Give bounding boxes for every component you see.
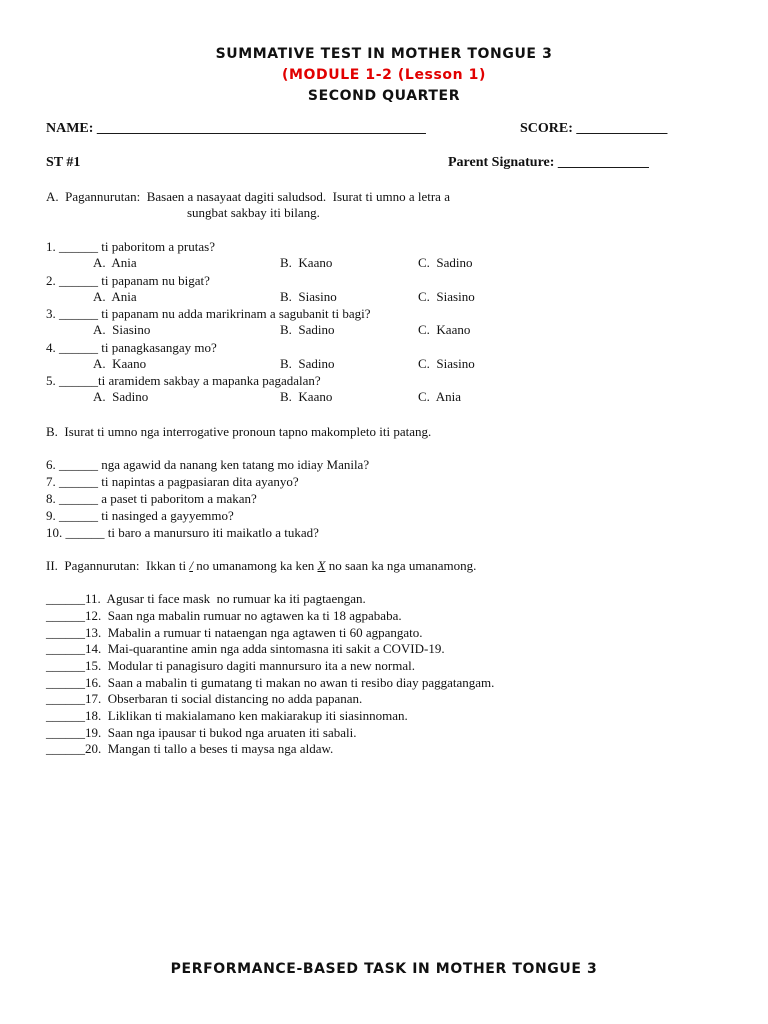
- option-c: C. Siasino: [418, 289, 475, 304]
- part-ii-item-17: ______17. Obserbaran ti social distancing no adda papanan.: [46, 691, 363, 706]
- question-2: 2. ______ ti papanam nu bigat?: [46, 273, 210, 288]
- option-b: B. Kaano: [280, 255, 333, 270]
- module-subtitle: (MODULE 1-2 (Lesson 1): [281, 67, 487, 83]
- part-ii-instruction: [46, 558, 476, 574]
- option-c: C. Sadino: [418, 255, 473, 270]
- part-ii-item-15: ______15. Modular ti panagisuro dagiti mannursuro ita a new normal.: [46, 658, 415, 673]
- option-a: A. Ania: [93, 255, 137, 270]
- part-b-item-9: 9. ______ ti nasinged a gayyemmo?: [46, 508, 234, 523]
- option-c: C. Ania: [418, 389, 461, 404]
- part-ii-item-20: ______20. Mangan ti tallo a beses ti maysa nga aldaw.: [46, 741, 334, 756]
- part-a-instruction: A. Pagannurutan: Basaen a nasayaat dagiti saludsod. Isurat ti umno a letra a: [46, 189, 450, 204]
- part-a-instruction-cont: sungbat sakbay iti bilang.: [187, 205, 320, 220]
- question-4: 4. ______ ti panagkasangay mo?: [46, 340, 217, 355]
- part-ii-item-19: ______19. Saan nga ipausar ti bukod nga aruaten iti sabali.: [46, 725, 357, 740]
- option-a: A. Sadino: [93, 389, 149, 404]
- test-title: SUMMATIVE TEST IN MOTHER TONGUE 3: [215, 46, 553, 62]
- part-ii-instruction-mid: no umanamong ka ken: [192, 558, 318, 573]
- st-number: ST #1: [46, 155, 81, 170]
- question-1: 1. ______ ti paboritom a prutas?: [46, 239, 215, 254]
- score-field: SCORE: _____________: [520, 121, 668, 136]
- quarter-title: SECOND QUARTER: [307, 88, 461, 104]
- part-ii-item-16: ______16. Saan a mabalin ti gumatang ti makan no awan ti resibo diay paggatangam.: [46, 675, 495, 690]
- option-b: B. Kaano: [280, 389, 333, 404]
- check-mark-symbol: /: [189, 558, 193, 573]
- part-b-instruction: B. Isurat ti umno nga interrogative pronoun tapno makompleto iti patang.: [46, 424, 432, 439]
- question-5: 5. ______ti aramidem sakbay a mapanka pagadalan?: [46, 373, 321, 388]
- part-b-item-10: 10. ______ ti baro a manursuro iti maikatlo a tukad?: [46, 525, 319, 540]
- part-b-item-7: 7. ______ ti napintas a pagpasiaran dita ayanyo?: [46, 474, 299, 489]
- x-mark-symbol: X: [317, 558, 326, 573]
- part-b-item-8: 8. ______ a paset ti paboritom a makan?: [46, 491, 257, 506]
- part-ii-item-18: ______18. Liklikan ti makialamano ken makiarakup iti siasinnoman.: [46, 708, 408, 723]
- part-ii-instruction-pre: II. Pagannurutan: Ikkan ti: [46, 558, 190, 573]
- question-3: 3. ______ ti papanam nu adda marikrinam a sagubanit ti bagi?: [46, 306, 371, 321]
- part-ii-item-13: ______13. Mabalin a rumuar ti nataengan nga agtawen ti 60 agpangato.: [46, 625, 423, 640]
- part-ii-item-11: ______11. Agusar ti face mask no rumuar ka iti pagtaengan.: [46, 591, 366, 606]
- option-a: A. Siasino: [93, 322, 151, 337]
- part-ii-item-14: ______14. Mai-quarantine amin nga adda sintomasna iti sakit a COVID-19.: [46, 641, 445, 656]
- option-c: C. Siasino: [418, 356, 475, 371]
- option-c: C. Kaano: [418, 322, 471, 337]
- option-b: B. Sadino: [280, 322, 335, 337]
- part-b-item-6: 6. ______ nga agawid da nanang ken tatang mo idiay Manila?: [46, 457, 370, 472]
- option-b: B. Siasino: [280, 289, 337, 304]
- option-a: A. Ania: [93, 289, 137, 304]
- part-ii-item-12: ______12. Saan nga mabalin rumuar no agtawen ka ti 18 agpababa.: [46, 608, 402, 623]
- part-ii-instruction-post: no saan ka nga umanamong.: [325, 558, 477, 573]
- option-a: A. Kaano: [93, 356, 147, 371]
- option-b: B. Sadino: [280, 356, 335, 371]
- performance-task-title: PERFORMANCE-BASED TASK IN MOTHER TONGUE 3: [170, 961, 598, 977]
- name-field: NAME: _______________________________________________: [46, 121, 426, 136]
- parent-signature-field: Parent Signature: _____________: [448, 155, 649, 170]
